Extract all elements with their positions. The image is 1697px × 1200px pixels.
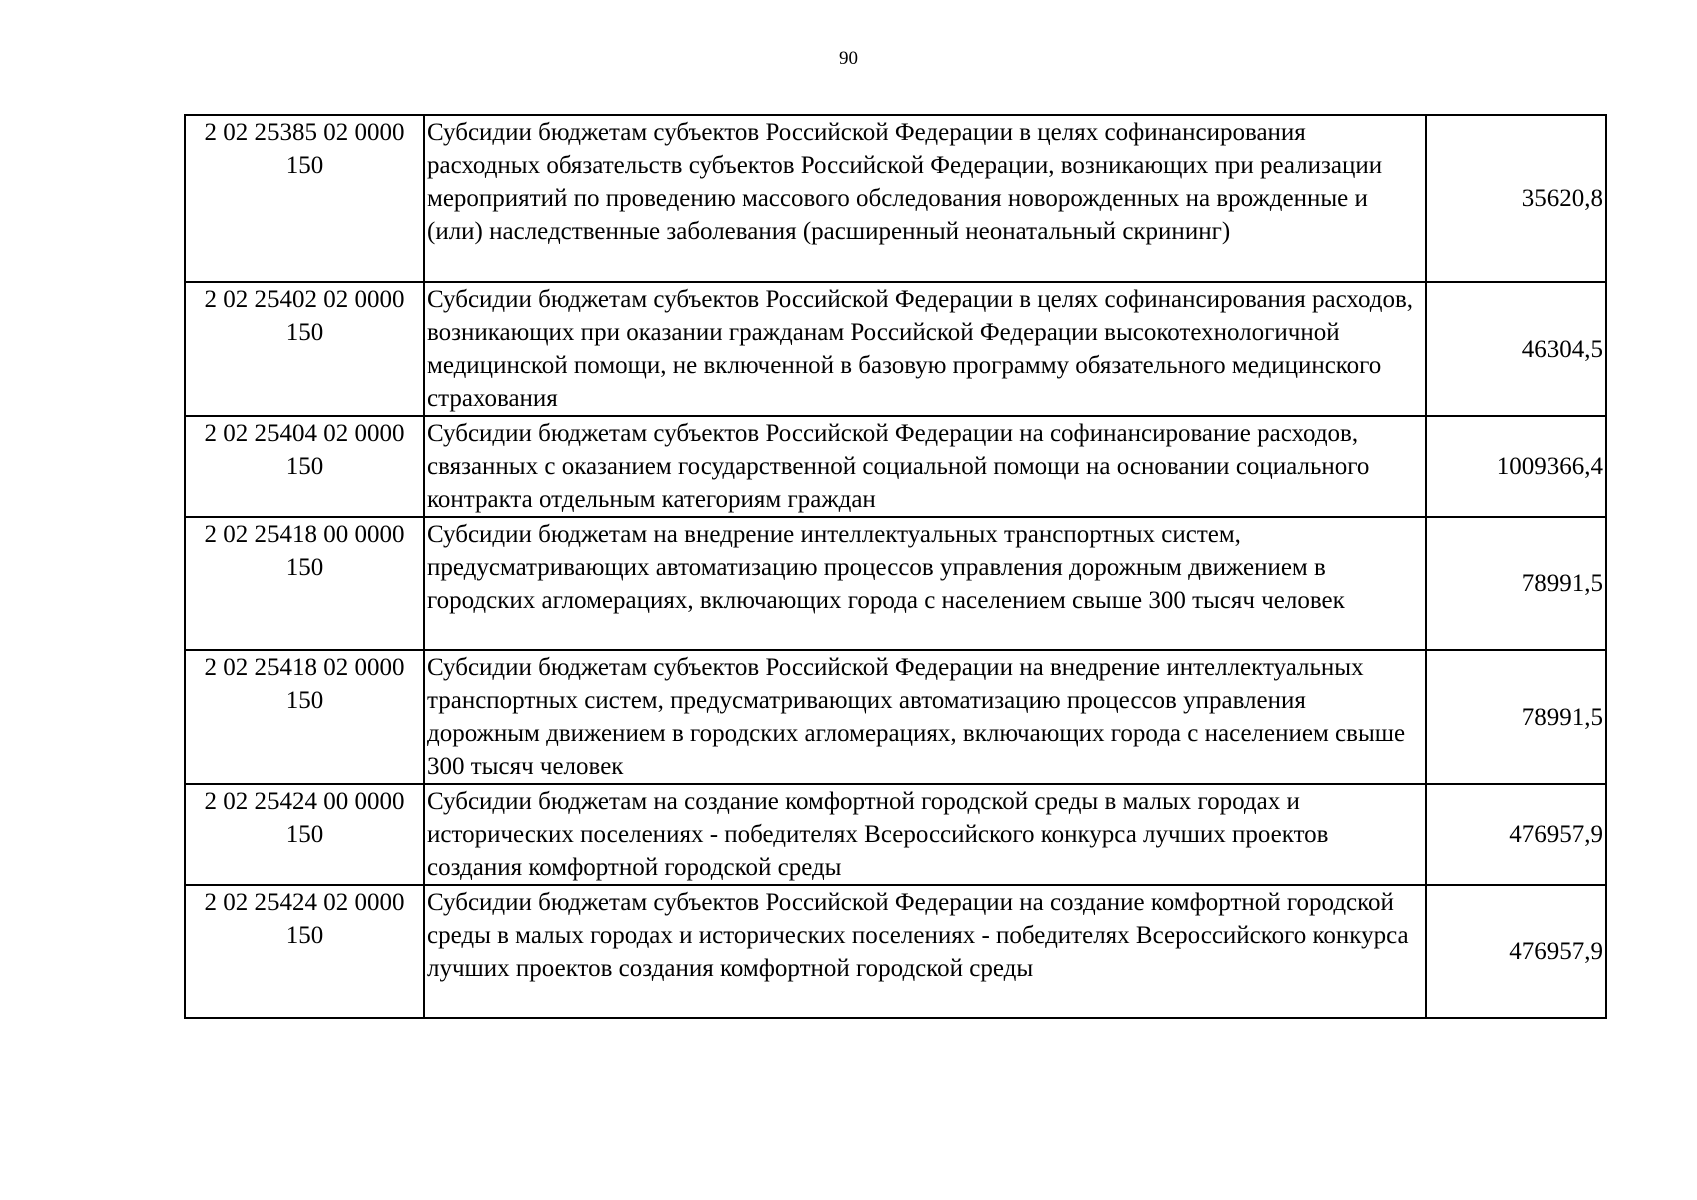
description-cell: Субсидии бюджетам на внедрение интеллектуальных транспортных систем, предусматривающих автоматизацию процессов управления дорожным движением в городских агломерациях, включающих города с населением свыше 300 тысяч человек (424, 517, 1426, 650)
budget-code-suffix: 150 (285, 319, 324, 346)
budget-code-cell (185, 885, 424, 1018)
budget-code-cell (185, 282, 424, 416)
table-row (185, 282, 1606, 416)
budget-code: 2 02 25385 02 0000 (204, 119, 405, 146)
budget-code: 2 02 25424 02 0000 (204, 889, 405, 916)
budget-code-suffix: 150 (285, 453, 324, 480)
budget-code-cell (185, 784, 424, 885)
budget-code: 2 02 25424 00 0000 (204, 788, 405, 815)
amount-cell: 476957,9 (1426, 885, 1606, 1018)
budget-code: 2 02 25402 02 0000 (204, 286, 405, 313)
budget-code-cell (185, 650, 424, 784)
table-row (185, 784, 1606, 885)
amount-cell: 476957,9 (1426, 784, 1606, 885)
amount-cell: 35620,8 (1426, 115, 1606, 282)
description-cell: Субсидии бюджетам субъектов Российской Федерации на внедрение интеллектуальных транспортных систем, предусматривающих автоматизацию процессов управления дорожным движением в городских агломерациях, включающих города с населением свыше 300 тысяч человек (424, 650, 1426, 784)
description-cell: Субсидии бюджетам на создание комфортной городской среды в малых городах и исторических поселениях - победителях Всероссийского конкурса лучших проектов создания комфортной городской среды (424, 784, 1426, 885)
budget-code-suffix: 150 (285, 687, 324, 714)
description-cell: Субсидии бюджетам субъектов Российской Федерации в целях софинансирования расходных обязательств субъектов Российской Федерации, возникающих при реализации мероприятий по проведению массового обследования новорожденных на врожденные и (или) наследственные заболевания (расширенный неонатальный скрининг) (424, 115, 1426, 282)
budget-code-cell (185, 416, 424, 517)
budget-code-suffix: 150 (285, 152, 324, 179)
table-row (185, 115, 1606, 282)
page-number: 90 (839, 48, 858, 69)
table-row (185, 885, 1606, 1018)
amount-cell: 46304,5 (1426, 282, 1606, 416)
budget-table (184, 114, 1607, 1019)
budget-code-suffix: 150 (285, 554, 324, 581)
amount-cell: 78991,5 (1426, 650, 1606, 784)
budget-code-suffix: 150 (285, 821, 324, 848)
budget-code-cell (185, 517, 424, 650)
budget-code: 2 02 25418 02 0000 (204, 654, 405, 681)
budget-code-suffix: 150 (285, 922, 324, 949)
description-cell: Субсидии бюджетам субъектов Российской Федерации на софинансирование расходов, связанных с оказанием государственной социальной помощи на основании социального контракта отдельным категориям граждан (424, 416, 1426, 517)
budget-code: 2 02 25404 02 0000 (204, 420, 405, 447)
budget-code: 2 02 25418 00 0000 (204, 521, 405, 548)
budget-code-cell (185, 115, 424, 282)
table-row (185, 650, 1606, 784)
amount-cell: 1009366,4 (1426, 416, 1606, 517)
description-cell: Субсидии бюджетам субъектов Российской Федерации в целях софинансирования расходов, возникающих при оказании гражданам Российской Федерации высокотехнологичной медицинской помощи, не включенной в базовую программу обязательного медицинского страхования (424, 282, 1426, 416)
description-cell: Субсидии бюджетам субъектов Российской Федерации на создание комфортной городской среды в малых городах и исторических поселениях - победителях Всероссийского конкурса лучших проектов создания комфортной городской среды (424, 885, 1426, 1018)
table-row (185, 416, 1606, 517)
table-row (185, 517, 1606, 650)
amount-cell: 78991,5 (1426, 517, 1606, 650)
